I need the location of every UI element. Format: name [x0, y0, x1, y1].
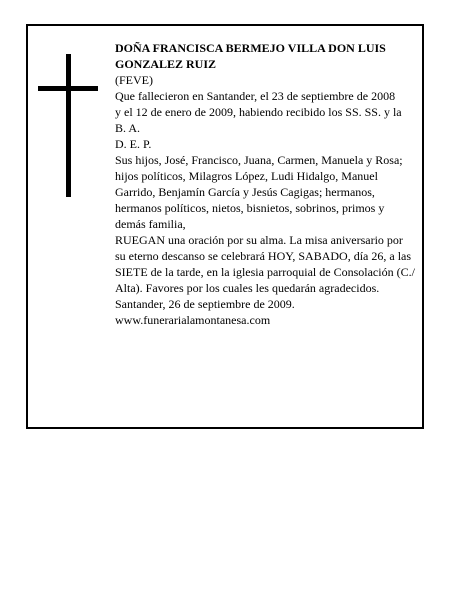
death-details-1: Que fallecieron en Santander, el 23 de septiembre de 2008: [115, 89, 396, 103]
deceased-names: DOÑA FRANCISCA BERMEJO VILLA DON LUIS GONZALEZ RUIZ: [115, 41, 386, 71]
mass-request: RUEGAN una oración por su alma. La misa aniversario por su eterno descanso se celebrará HOY, SABADO, día 26, a las SIETE de la tarde, en la iglesia parroquial de Consolación (C./ Alta). Favores por los cuales les quedarán agradecidos.: [115, 233, 415, 295]
funeral-home-website: www.funerarialamontanesa.com: [115, 313, 271, 327]
notice-body: [115, 40, 415, 328]
date-place: Santander, 26 de septiembre de 2009.: [115, 297, 295, 311]
death-details-2: y el 12 de enero de 2009, habiendo recibido los SS. SS. y la B. A.: [115, 105, 402, 135]
cross-icon: [38, 54, 98, 197]
cross-vertical-bar: [66, 54, 71, 197]
obituary-notice: [26, 24, 424, 429]
affiliation: (FEVE): [115, 73, 153, 87]
family-list: Sus hijos, José, Francisco, Juana, Carmen, Manuela y Rosa; hijos políticos, Milagros López, Ludi Hidalgo, Manuel Garrido, Benjamín García y Jesús Cagigas; hermanos, hermanos políticos, nietos, bisnietos, sobrinos, primos y demás familia,: [115, 153, 403, 231]
rip-line: D. E. P.: [115, 137, 152, 151]
cross-horizontal-bar: [38, 86, 98, 91]
